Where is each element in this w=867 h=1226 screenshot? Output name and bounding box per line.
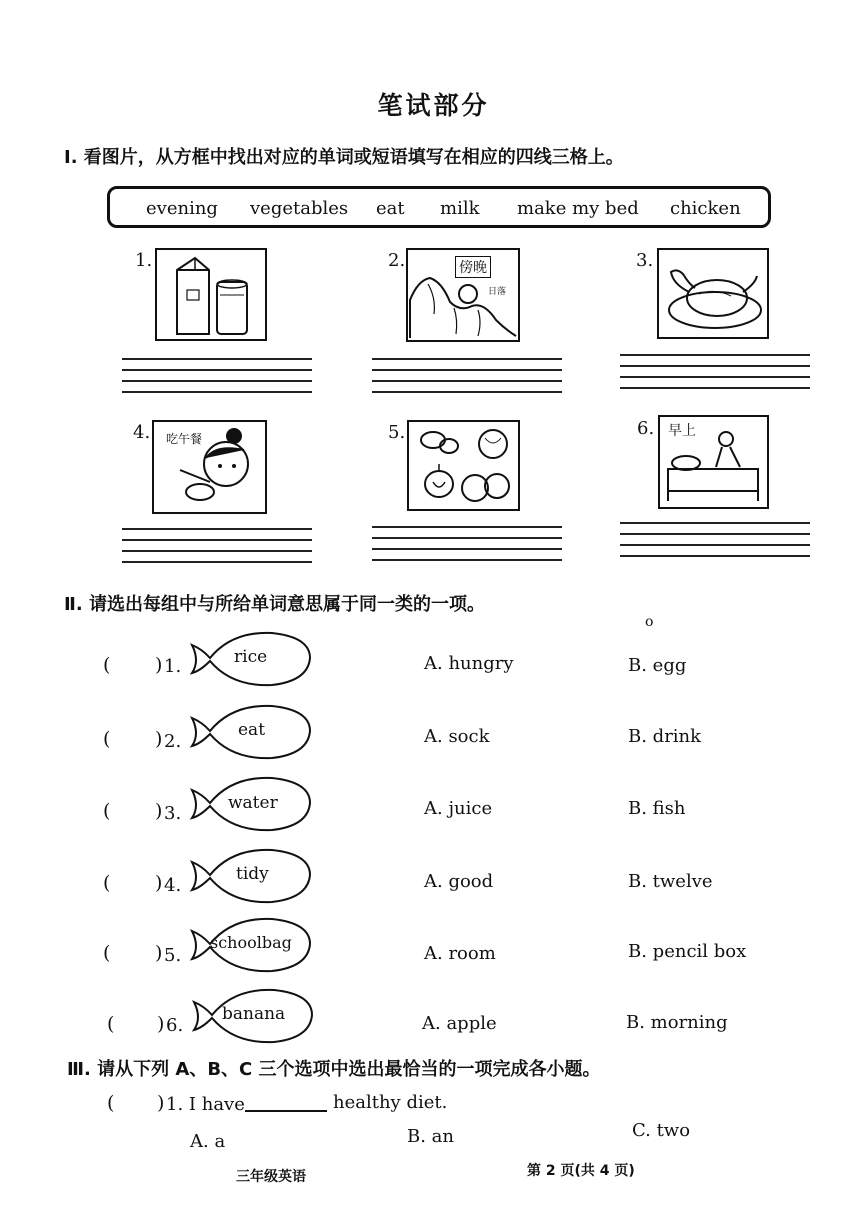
answer-paren-open[interactable]: ( bbox=[107, 1013, 115, 1035]
question-number: 5. bbox=[164, 945, 182, 966]
option-a[interactable]: A. a bbox=[190, 1131, 226, 1152]
option-b[interactable]: B. morning bbox=[626, 1012, 728, 1033]
question-stem: 1. I have bbox=[166, 1094, 245, 1115]
answer-paren-close: ) bbox=[155, 872, 163, 894]
answer-paren-close: ) bbox=[155, 728, 163, 750]
vegetables-icon bbox=[409, 422, 518, 509]
option-b[interactable]: B. egg bbox=[628, 655, 687, 676]
answer-paren-open[interactable]: ( bbox=[103, 728, 111, 750]
picture-number: 2. bbox=[388, 250, 406, 271]
option-b[interactable]: B. drink bbox=[628, 726, 702, 747]
option-a[interactable]: A. apple bbox=[422, 1013, 497, 1034]
answer-paren-close: ) bbox=[157, 1092, 165, 1114]
answer-paren-open[interactable]: ( bbox=[103, 800, 111, 822]
picture-caption: 早上 bbox=[668, 423, 696, 439]
picture-caption: 日落 bbox=[488, 287, 507, 297]
fish-shape bbox=[190, 984, 316, 1046]
word-bank-item: eat bbox=[376, 198, 405, 219]
word-bank-item: vegetables bbox=[250, 198, 349, 219]
option-a[interactable]: A. sock bbox=[424, 726, 490, 747]
footer-page-number: 第 2 页(共 4 页) bbox=[527, 1163, 635, 1179]
picture-number: 1. bbox=[135, 250, 153, 271]
option-a[interactable]: A. room bbox=[424, 943, 496, 964]
answer-paren-close: ) bbox=[155, 800, 163, 822]
making-bed-icon bbox=[660, 417, 767, 507]
writing-lines[interactable] bbox=[620, 522, 810, 566]
evening-picture bbox=[406, 248, 520, 342]
fish-shape bbox=[188, 913, 314, 975]
fish-word: banana bbox=[222, 1004, 286, 1024]
question-number: 3. bbox=[164, 803, 182, 824]
answer-paren-open[interactable]: ( bbox=[107, 1092, 115, 1114]
question-stem: healthy diet. bbox=[333, 1092, 448, 1113]
writing-lines[interactable] bbox=[620, 354, 810, 398]
answer-paren-open[interactable]: ( bbox=[103, 654, 111, 676]
child-eating-icon bbox=[154, 422, 265, 512]
roast-chicken-icon bbox=[659, 250, 767, 337]
writing-lines[interactable] bbox=[122, 528, 312, 572]
section-2-heading: Ⅱ. 请选出每组中与所给单词意思属于同一类的一项。 bbox=[64, 594, 485, 615]
option-b[interactable]: B. fish bbox=[628, 798, 686, 819]
section-3-heading: Ⅲ. 请从下列 A、B、C 三个选项中选出最恰当的一项完成各小题。 bbox=[67, 1059, 601, 1080]
picture-number: 6. bbox=[637, 418, 655, 439]
question-number: 4. bbox=[164, 875, 182, 896]
fish-shape bbox=[188, 844, 314, 906]
answer-paren-close: ) bbox=[157, 1013, 165, 1035]
footer-subject: 三年级英语 bbox=[236, 1169, 306, 1185]
chicken-picture bbox=[657, 248, 769, 339]
answer-paren-close: ) bbox=[155, 654, 163, 676]
fish-word: water bbox=[228, 793, 278, 813]
milk-picture bbox=[155, 248, 267, 341]
option-a[interactable]: A. hungry bbox=[424, 653, 514, 674]
word-bank-item: evening bbox=[146, 198, 218, 219]
option-b[interactable]: B. twelve bbox=[628, 871, 713, 892]
milk-carton-glass-icon bbox=[157, 250, 265, 339]
question-number: 6. bbox=[166, 1015, 184, 1036]
option-b[interactable]: B. pencil box bbox=[628, 941, 747, 962]
fish-shape bbox=[188, 772, 314, 834]
picture-number: 5. bbox=[388, 422, 406, 443]
answer-paren-open[interactable]: ( bbox=[103, 872, 111, 894]
writing-lines[interactable] bbox=[372, 526, 562, 570]
answer-blank[interactable] bbox=[245, 1110, 327, 1112]
stray-mark: o bbox=[645, 614, 654, 630]
section-1-heading: Ⅰ. 看图片，从方框中找出对应的单词或短语填写在相应的四线三格上。 bbox=[64, 147, 624, 168]
eat-picture bbox=[152, 420, 267, 514]
picture-caption: 傍晚 bbox=[455, 256, 491, 278]
sunset-mountain-icon bbox=[408, 250, 518, 340]
answer-paren-open[interactable]: ( bbox=[103, 942, 111, 964]
writing-lines[interactable] bbox=[122, 358, 312, 402]
question-number: 1. bbox=[164, 656, 182, 677]
fish-shape bbox=[188, 627, 314, 689]
page-title: 笔试部分 bbox=[377, 91, 490, 120]
option-c[interactable]: C. two bbox=[632, 1120, 691, 1141]
fish-word: rice bbox=[234, 647, 268, 667]
vegetables-picture bbox=[407, 420, 520, 511]
fish-word: eat bbox=[238, 720, 266, 740]
option-a[interactable]: A. good bbox=[424, 871, 494, 892]
picture-number: 3. bbox=[636, 250, 654, 271]
question-number: 2. bbox=[164, 731, 182, 752]
make-bed-picture bbox=[658, 415, 769, 509]
fish-shape bbox=[188, 700, 314, 762]
fish-word: schoolbag bbox=[210, 933, 292, 952]
word-bank-item: chicken bbox=[670, 198, 741, 219]
writing-lines[interactable] bbox=[372, 358, 562, 402]
picture-caption: 吃午餐 bbox=[166, 432, 203, 446]
option-a[interactable]: A. juice bbox=[424, 798, 493, 819]
word-bank-box bbox=[107, 186, 771, 228]
answer-paren-close: ) bbox=[155, 942, 163, 964]
fish-word: tidy bbox=[236, 864, 269, 884]
picture-number: 4. bbox=[133, 422, 151, 443]
option-b[interactable]: B. an bbox=[407, 1126, 454, 1147]
word-bank-item: milk bbox=[440, 198, 480, 219]
word-bank-item: make my bed bbox=[517, 198, 639, 219]
